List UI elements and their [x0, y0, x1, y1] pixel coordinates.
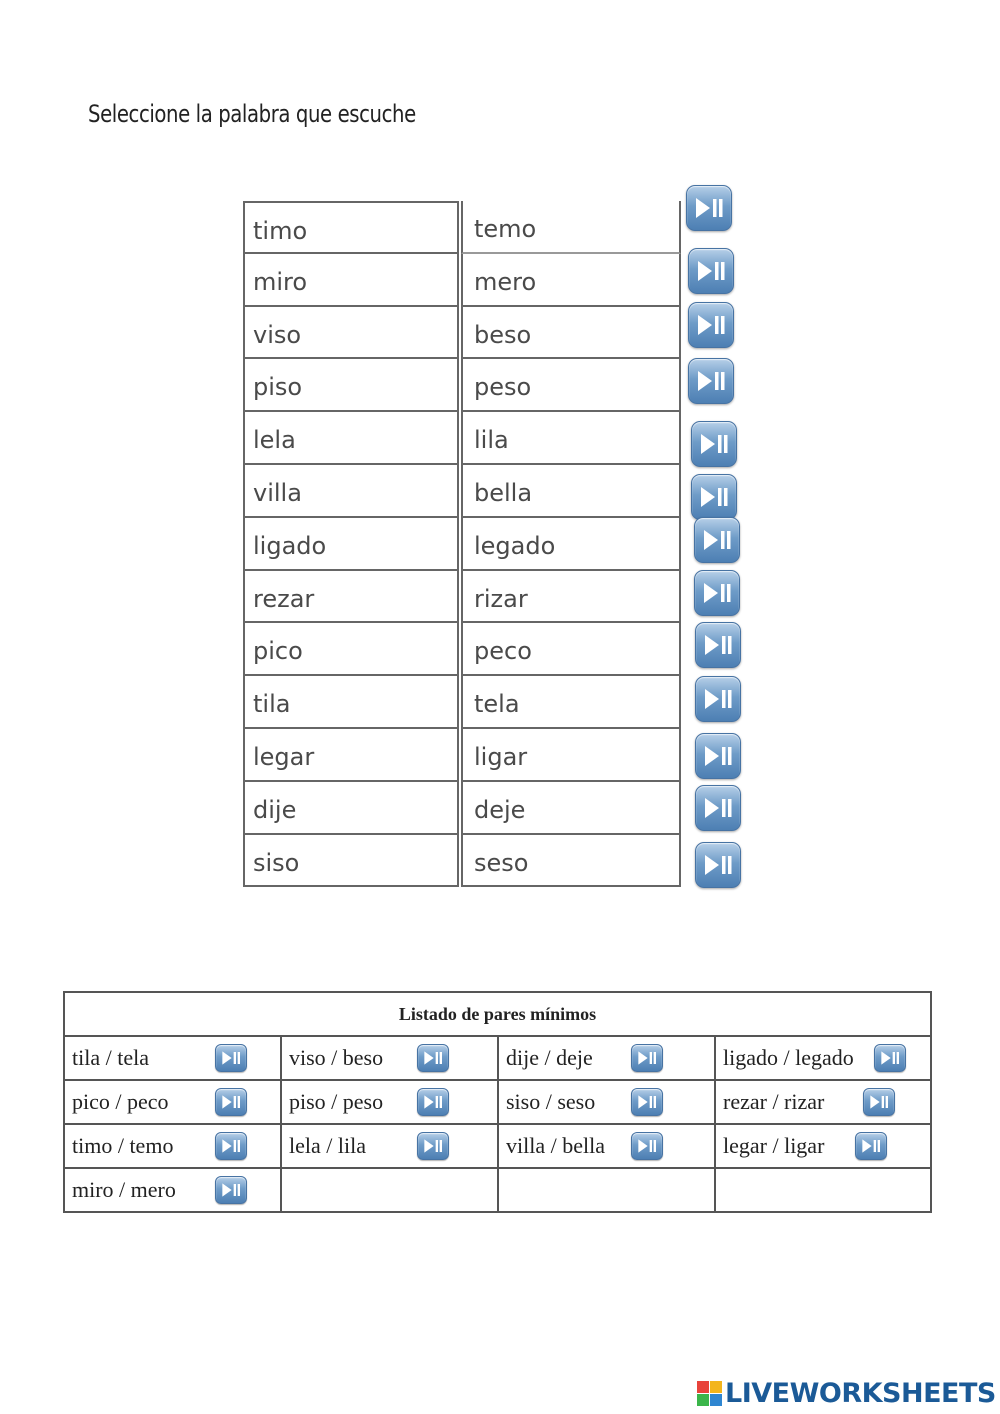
table-row: [64, 1080, 931, 1124]
word-option-left[interactable]: siso: [243, 835, 459, 888]
play-pause-icon: [868, 1094, 890, 1110]
play-pause-icon: [860, 1138, 882, 1154]
word-option-right[interactable]: peco: [461, 623, 681, 676]
play-pause-button[interactable]: [695, 676, 741, 722]
pair-cell: [281, 1036, 498, 1080]
play-pause-button[interactable]: [874, 1044, 906, 1072]
play-pause-button[interactable]: [691, 421, 737, 467]
play-pause-icon: [702, 796, 734, 820]
word-option-left[interactable]: tila: [243, 676, 459, 729]
pair-cell: [281, 1124, 498, 1168]
pair-label: viso / beso: [289, 1045, 384, 1070]
pair-label: timo / temo: [72, 1133, 174, 1158]
play-pause-icon: [693, 196, 725, 220]
play-pause-button[interactable]: [688, 248, 734, 294]
play-pause-icon: [702, 633, 734, 657]
word-option-right[interactable]: ligar: [461, 729, 681, 782]
word-option-right[interactable]: peso: [461, 359, 681, 412]
play-pause-icon: [701, 528, 733, 552]
play-pause-icon: [702, 744, 734, 768]
play-pause-button[interactable]: [215, 1088, 247, 1116]
pair-cell: [498, 1036, 715, 1080]
play-pause-icon: [220, 1094, 242, 1110]
play-pause-icon: [636, 1094, 658, 1110]
word-option-right[interactable]: lila: [461, 412, 681, 465]
play-pause-button[interactable]: [215, 1132, 247, 1160]
word-option-left[interactable]: villa: [243, 465, 459, 518]
play-pause-button[interactable]: [695, 842, 741, 888]
play-pause-icon: [698, 432, 730, 456]
word-option-right[interactable]: deje: [461, 782, 681, 835]
pair-label: siso / seso: [506, 1089, 596, 1114]
play-pause-icon: [695, 313, 727, 337]
play-pause-icon: [695, 369, 727, 393]
word-option-right[interactable]: tela: [461, 676, 681, 729]
pair-cell: [64, 1168, 281, 1212]
play-pause-icon: [702, 687, 734, 711]
table-row: [64, 1036, 931, 1080]
play-pause-button[interactable]: [695, 785, 741, 831]
play-pause-button[interactable]: [215, 1176, 247, 1204]
pair-cell: [64, 1036, 281, 1080]
pair-label: villa / bella: [506, 1133, 605, 1158]
word-option-left[interactable]: piso: [243, 359, 459, 412]
pair-cell: [281, 1080, 498, 1124]
pair-cell: [498, 1080, 715, 1124]
pair-label: pico / peco: [72, 1089, 169, 1114]
play-pause-icon: [422, 1050, 444, 1066]
play-pause-button[interactable]: [631, 1044, 663, 1072]
play-pause-icon: [422, 1094, 444, 1110]
pair-label: dije / deje: [506, 1045, 593, 1070]
logo-cubes-icon: [697, 1381, 722, 1406]
table-row: [64, 1168, 931, 1212]
brand-name: LIVEWORKSHEETS: [725, 1378, 996, 1409]
play-pause-button[interactable]: [688, 358, 734, 404]
play-pause-icon: [702, 853, 734, 877]
empty-cell: [498, 1168, 715, 1212]
word-option-right[interactable]: legado: [461, 518, 681, 571]
pair-cell: [498, 1124, 715, 1168]
word-option-right[interactable]: rizar: [461, 571, 681, 624]
pair-cell: [64, 1124, 281, 1168]
word-option-left[interactable]: legar: [243, 729, 459, 782]
play-pause-icon: [701, 581, 733, 605]
pair-label: miro / mero: [72, 1177, 176, 1202]
play-pause-button[interactable]: [863, 1088, 895, 1116]
play-pause-button[interactable]: [695, 733, 741, 779]
pair-cell: [715, 1036, 931, 1080]
play-pause-button[interactable]: [694, 570, 740, 616]
word-option-left[interactable]: rezar: [243, 571, 459, 624]
play-pause-icon: [422, 1138, 444, 1154]
word-option-left[interactable]: ligado: [243, 518, 459, 571]
pair-cell: [715, 1080, 931, 1124]
pair-label: tila / tela: [72, 1045, 149, 1070]
word-option-left[interactable]: miro: [243, 254, 459, 307]
pair-cell: [64, 1080, 281, 1124]
play-pause-button[interactable]: [417, 1088, 449, 1116]
pair-label: legar / ligar: [723, 1133, 825, 1158]
word-option-left[interactable]: timo: [243, 201, 459, 254]
pair-cell: [715, 1124, 931, 1168]
play-pause-button[interactable]: [694, 517, 740, 563]
word-option-left[interactable]: pico: [243, 623, 459, 676]
table-row: [64, 1124, 931, 1168]
word-option-right[interactable]: beso: [461, 307, 681, 360]
play-pause-icon: [879, 1050, 901, 1066]
play-pause-button[interactable]: [855, 1132, 887, 1160]
play-pause-icon: [220, 1182, 242, 1198]
play-pause-button[interactable]: [686, 185, 732, 231]
word-option-right[interactable]: seso: [461, 835, 681, 888]
minimal-pairs-table: [63, 991, 932, 1213]
play-pause-icon: [698, 485, 730, 509]
pair-label: lela / lila: [289, 1133, 366, 1158]
play-pause-button[interactable]: [417, 1044, 449, 1072]
play-pause-icon: [695, 259, 727, 283]
pair-label: ligado / legado: [723, 1045, 854, 1070]
word-option-left[interactable]: viso: [243, 307, 459, 360]
play-pause-button[interactable]: [215, 1044, 247, 1072]
liveworksheets-logo: [697, 1378, 996, 1409]
play-pause-button[interactable]: [417, 1132, 449, 1160]
word-option-right[interactable]: mero: [461, 254, 681, 307]
instruction: Seleccione la palabra que escuche: [88, 100, 416, 128]
word-option-left[interactable]: lela: [243, 412, 459, 465]
empty-cell: [715, 1168, 931, 1212]
word-option-left[interactable]: dije: [243, 782, 459, 835]
table-title: Listado de pares mínimos: [64, 992, 931, 1036]
pair-label: rezar / rizar: [723, 1089, 825, 1114]
play-pause-button[interactable]: [688, 302, 734, 348]
play-pause-button[interactable]: [631, 1088, 663, 1116]
play-pause-icon: [220, 1050, 242, 1066]
pair-label: piso / peso: [289, 1089, 384, 1114]
play-pause-icon: [636, 1050, 658, 1066]
word-option-right[interactable]: temo: [461, 201, 681, 254]
play-pause-button[interactable]: [691, 474, 737, 520]
play-pause-button[interactable]: [631, 1132, 663, 1160]
play-pause-icon: [636, 1138, 658, 1154]
play-pause-button[interactable]: [695, 622, 741, 668]
empty-cell: [281, 1168, 498, 1212]
word-option-right[interactable]: bella: [461, 465, 681, 518]
play-pause-icon: [220, 1138, 242, 1154]
